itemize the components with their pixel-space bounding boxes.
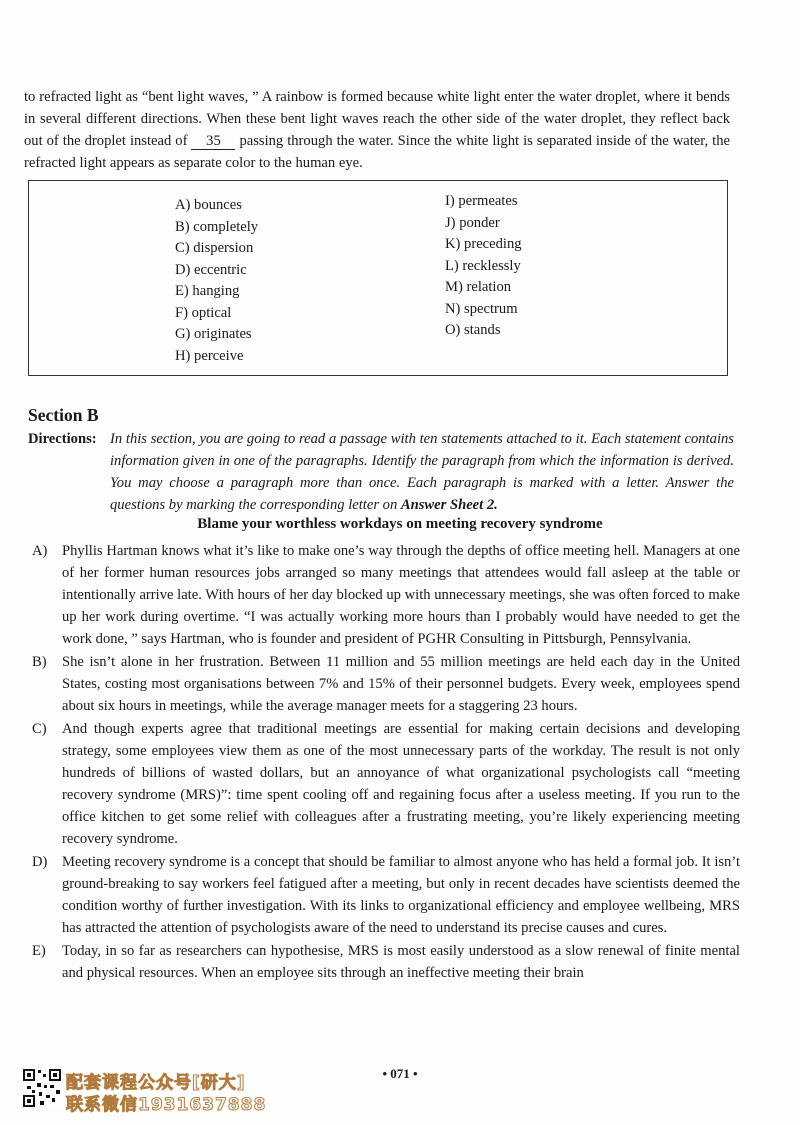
paragraph-letter: C) (32, 721, 47, 737)
section-heading: Section B (28, 405, 99, 425)
word-option: E) hanging (175, 283, 240, 299)
word-bank-left-column (175, 195, 258, 367)
paragraph-letter: E) (32, 943, 46, 959)
intro-text-after-blank: passing through the water. Since the white light is separated inside of the water, the refracted light appears as separate color to the human eye. (24, 133, 730, 171)
paragraph-text: Meeting recovery syndrome is a concept that should be familiar to almost anyone who has held a formal job. It isn’t ground-breaking to say workers feel fatigued after a meeting, but only in recent decades have scientists deemed the condition worthy of further investigation. With its links to organizational efficiency and employee wellbeing, MRS has attracted the attention of psychologists aware of the need to understand its precise causes and cures. (62, 854, 740, 936)
word-option: K) preceding (445, 236, 522, 252)
directions-body: In this section, you are going to read a passage with ten statements attached to it. Each statement contains information given in one of the paragraphs. Identify the paragraph from which the information is derived. You may choose a paragraph more than once. Each paragraph is marked with a letter. Answer the questions by marking the corresponding letter on (110, 431, 734, 513)
word-option: C) dispersion (175, 240, 254, 256)
word-option: M) relation (445, 279, 512, 295)
answer-blank-35: 35 (191, 133, 235, 150)
answer-sheet-reference: Answer Sheet 2. (400, 497, 498, 513)
word-bank-right-column (445, 191, 522, 342)
word-option: N) spectrum (445, 300, 518, 317)
paragraph-c (32, 718, 740, 850)
word-option: L) recklessly (445, 257, 521, 274)
page-number: • 071 • (382, 1066, 418, 1081)
word-option: O) stands (445, 322, 501, 338)
paragraph-letter: B) (32, 654, 47, 670)
directions-text (110, 428, 734, 516)
promo-line-2: 联系微信1931637888 (66, 1095, 267, 1115)
paragraph-e (32, 940, 740, 984)
cloze-passage-ending (24, 86, 730, 174)
intro-text-before-blank: to refracted light as “bent light waves, ” A rainbow is formed because white light enter the water droplet, where it bends in several different directions. When these bent light waves reach the other side of the water droplet, they reflect back out of the droplet instead of (24, 89, 730, 149)
paragraph-d (32, 851, 740, 939)
paragraph-b (32, 651, 740, 717)
passage-title: Blame your worthless workdays on meeting recovery syndrome (197, 516, 603, 532)
word-option: D) eccentric (175, 261, 247, 278)
word-option: G) originates (175, 326, 252, 342)
word-option: B) completely (175, 218, 259, 235)
word-bank-box (28, 180, 728, 376)
paragraph-text: And though experts agree that traditional meetings are essential for making certain decisions and developing strategy, some employees view them as one of the most unnecessary parts of the workday. The result is not only hundreds of billions of wasted dollars, but an annoyance of what organizational psychologists call “meeting recovery syndrome (MRS)”: time spent cooling off and regaining focus after a useless meeting. If you run to the office kitchen to get some relief with colleagues after a frustrating meeting, you’re likely experiencing meeting recovery syndrome. (62, 721, 740, 847)
directions-block (28, 428, 734, 516)
word-option: F) optical (175, 304, 232, 321)
word-option: J) ponder (445, 214, 500, 231)
paragraph-letter: D) (32, 854, 48, 870)
paragraph-letter: A) (32, 543, 48, 559)
promo-line-1: 配套课程公众号[研大] (66, 1073, 246, 1093)
directions-label: Directions: (28, 431, 97, 447)
paragraph-a (32, 540, 740, 650)
word-option: I) permeates (445, 193, 518, 209)
paragraph-text: Phyllis Hartman knows what it’s like to make one’s way through the depths of office meeting hell. Managers at one of her former human resources jobs arranged so many meetings that attendees would fall asleep at the table or intentionally arrive late. With hours of her day blocked up with unnecessary meetings, she was often forced to make up her work during overtime. “I was actually working more hours than I probably would have needed to get the work done, ” says Hartman, who is founder and president of PGHR Consulting in Pittsburgh, Pennsylvania. (62, 543, 740, 647)
word-option: H) perceive (175, 347, 244, 364)
word-option: A) bounces (175, 197, 242, 213)
paragraph-text: Today, in so far as researchers can hypothesise, MRS is most easily understood as a slow renewal of finite mental and physical resources. When an employee sits through an ineffective meeting their brain (62, 943, 740, 981)
passage-paragraphs (32, 540, 740, 985)
paragraph-text: She isn’t alone in her frustration. Between 11 million and 55 million meetings are held each day in the United States, costing most organisations between 7% and 15% of their personnel budgets. Every week, employees spend about six hours in meetings, while the average manager meets for a staggering 23 hours. (62, 654, 740, 714)
